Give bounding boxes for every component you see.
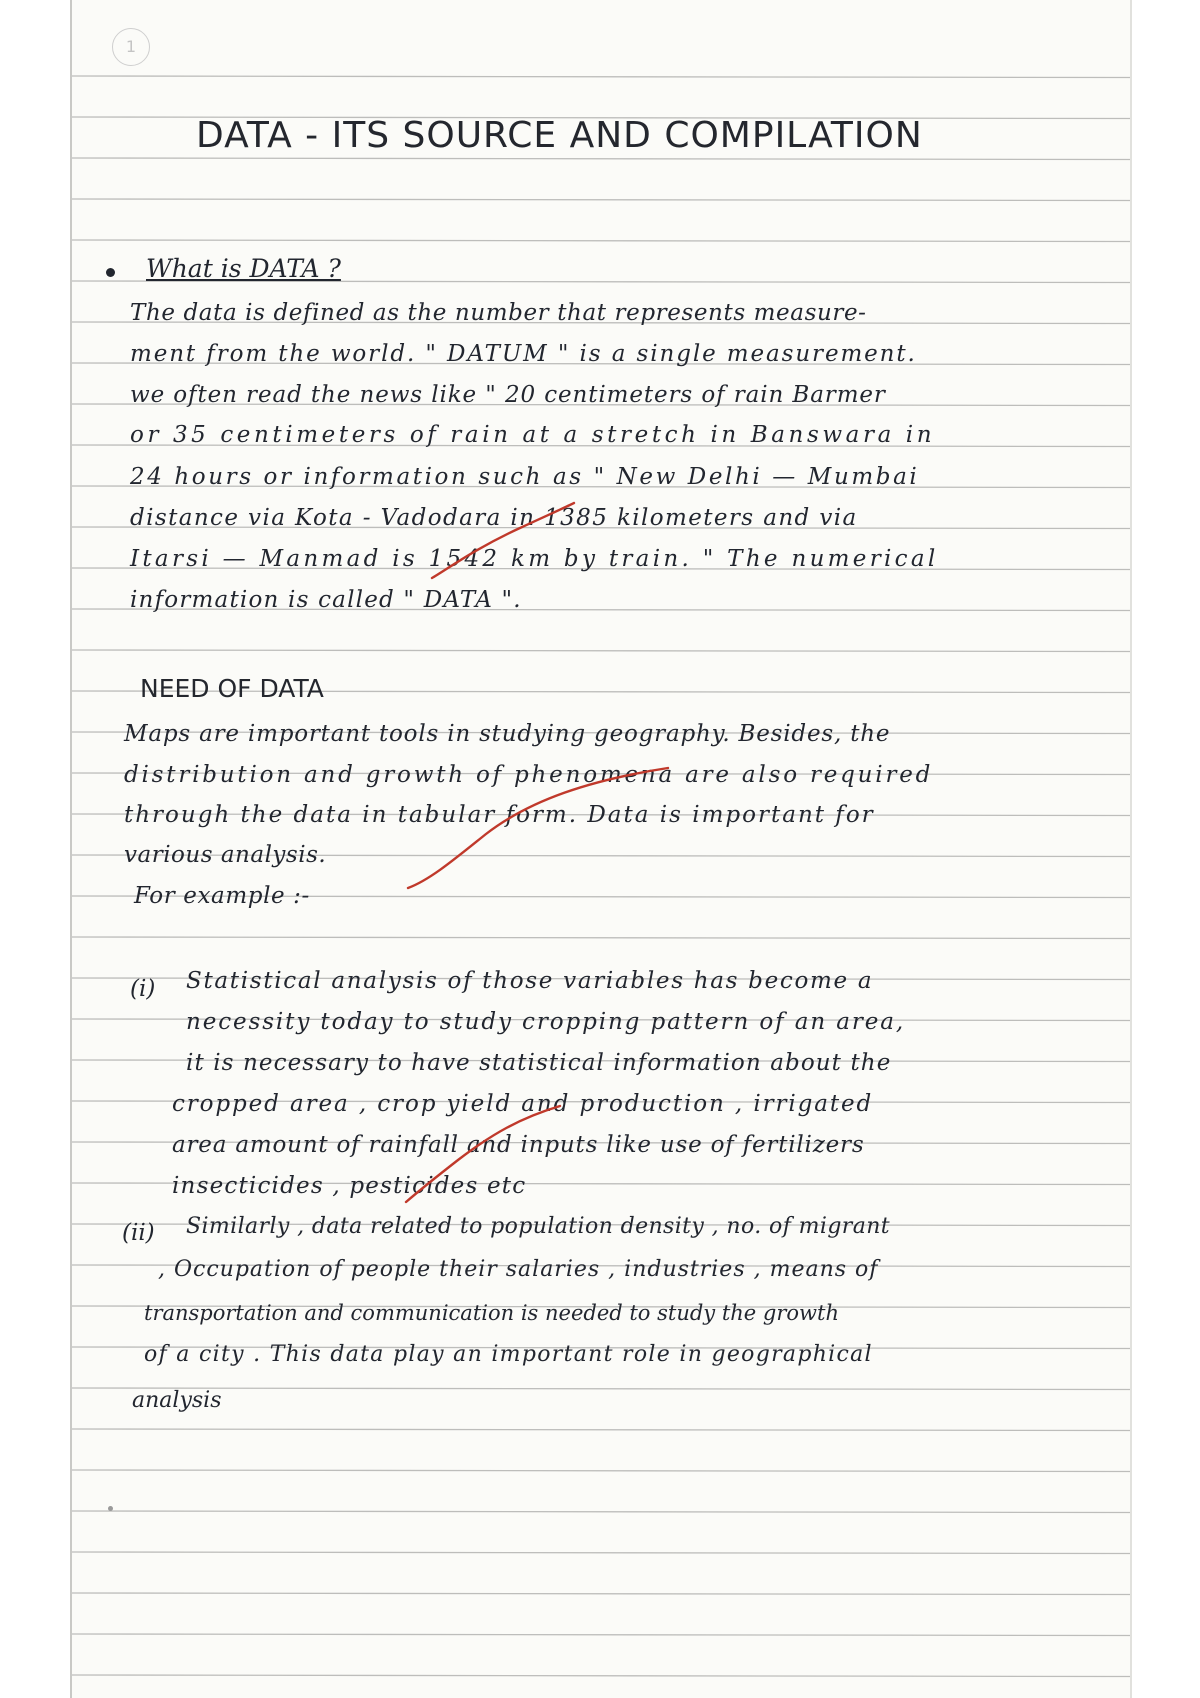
- ruled-line: [72, 1552, 1130, 1554]
- ruled-line: [72, 1593, 1130, 1595]
- text-line: or 35 centimeters of rain at a stretch in Banswara in: [130, 422, 936, 448]
- text-line: analysis: [132, 1388, 222, 1413]
- text-line: of a city . This data play an important role in geographical: [144, 1342, 873, 1367]
- ruled-line: [72, 1470, 1130, 1472]
- text-line: 24 hours or information such as " New Delhi — Mumbai: [130, 464, 920, 490]
- ruled-line: [72, 1634, 1130, 1636]
- text-line: Similarly , data related to population density , no. of migrant: [186, 1214, 891, 1239]
- ruled-line: [72, 199, 1130, 201]
- text-line: Itarsi — Manmad is 1542 km by train. " The numerical: [130, 546, 939, 572]
- text-line: distribution and growth of phenomena are also required: [124, 762, 934, 788]
- text-line: , Occupation of people their salaries , industries , means of: [158, 1257, 879, 1282]
- ruled-line: [72, 1429, 1130, 1431]
- ruled-line: [72, 240, 1130, 242]
- list-marker-i: (i): [130, 976, 156, 1002]
- text-line: various analysis.: [124, 842, 327, 868]
- section-heading-what-is-data: What is DATA ?: [146, 254, 341, 283]
- text-line: Maps are important tools in studying geography. Besides, the: [124, 721, 891, 747]
- text-line: The data is defined as the number that represents measure-: [130, 300, 867, 326]
- text-line: transportation and communication is needed to study the growth: [144, 1301, 839, 1325]
- stray-dot: [108, 1506, 113, 1511]
- text-line: cropped area , crop yield and production , irrigated: [172, 1091, 874, 1117]
- text-line: it is necessary to have statistical information about the: [186, 1050, 892, 1076]
- list-marker-ii: (ii): [122, 1220, 155, 1246]
- page-title: DATA - ITS SOURCE AND COMPILATION: [196, 115, 923, 156]
- text-line: area amount of rainfall and inputs like use of fertilizers: [172, 1132, 865, 1158]
- text-line: necessity today to study cropping pattern of an area,: [186, 1009, 906, 1035]
- ruled-line: [72, 158, 1130, 160]
- ruled-line: [72, 76, 1130, 78]
- bullet-icon: [106, 268, 115, 277]
- ruled-line: [72, 1511, 1130, 1513]
- text-line: distance via Kota - Vadodara in 1385 kilometers and via: [130, 505, 858, 531]
- text-line: insecticides , pesticides etc: [172, 1173, 527, 1199]
- page-number-circle: 1: [112, 28, 150, 66]
- ruled-line: [72, 1388, 1130, 1390]
- text-line: For example :-: [134, 883, 310, 909]
- ruled-line: [72, 1675, 1130, 1677]
- section-heading-need-of-data: NEED OF DATA: [140, 674, 324, 703]
- ruled-line: [72, 937, 1130, 939]
- text-line: through the data in tabular form. Data is important for: [124, 802, 875, 828]
- text-line: information is called " DATA ".: [130, 587, 522, 613]
- ruled-line: [72, 650, 1130, 652]
- text-line: ment from the world. " DATUM " is a single measurement.: [130, 341, 917, 367]
- text-line: we often read the news like " 20 centimeters of rain Barmer: [130, 382, 886, 408]
- text-line: Statistical analysis of those variables has become a: [186, 968, 874, 994]
